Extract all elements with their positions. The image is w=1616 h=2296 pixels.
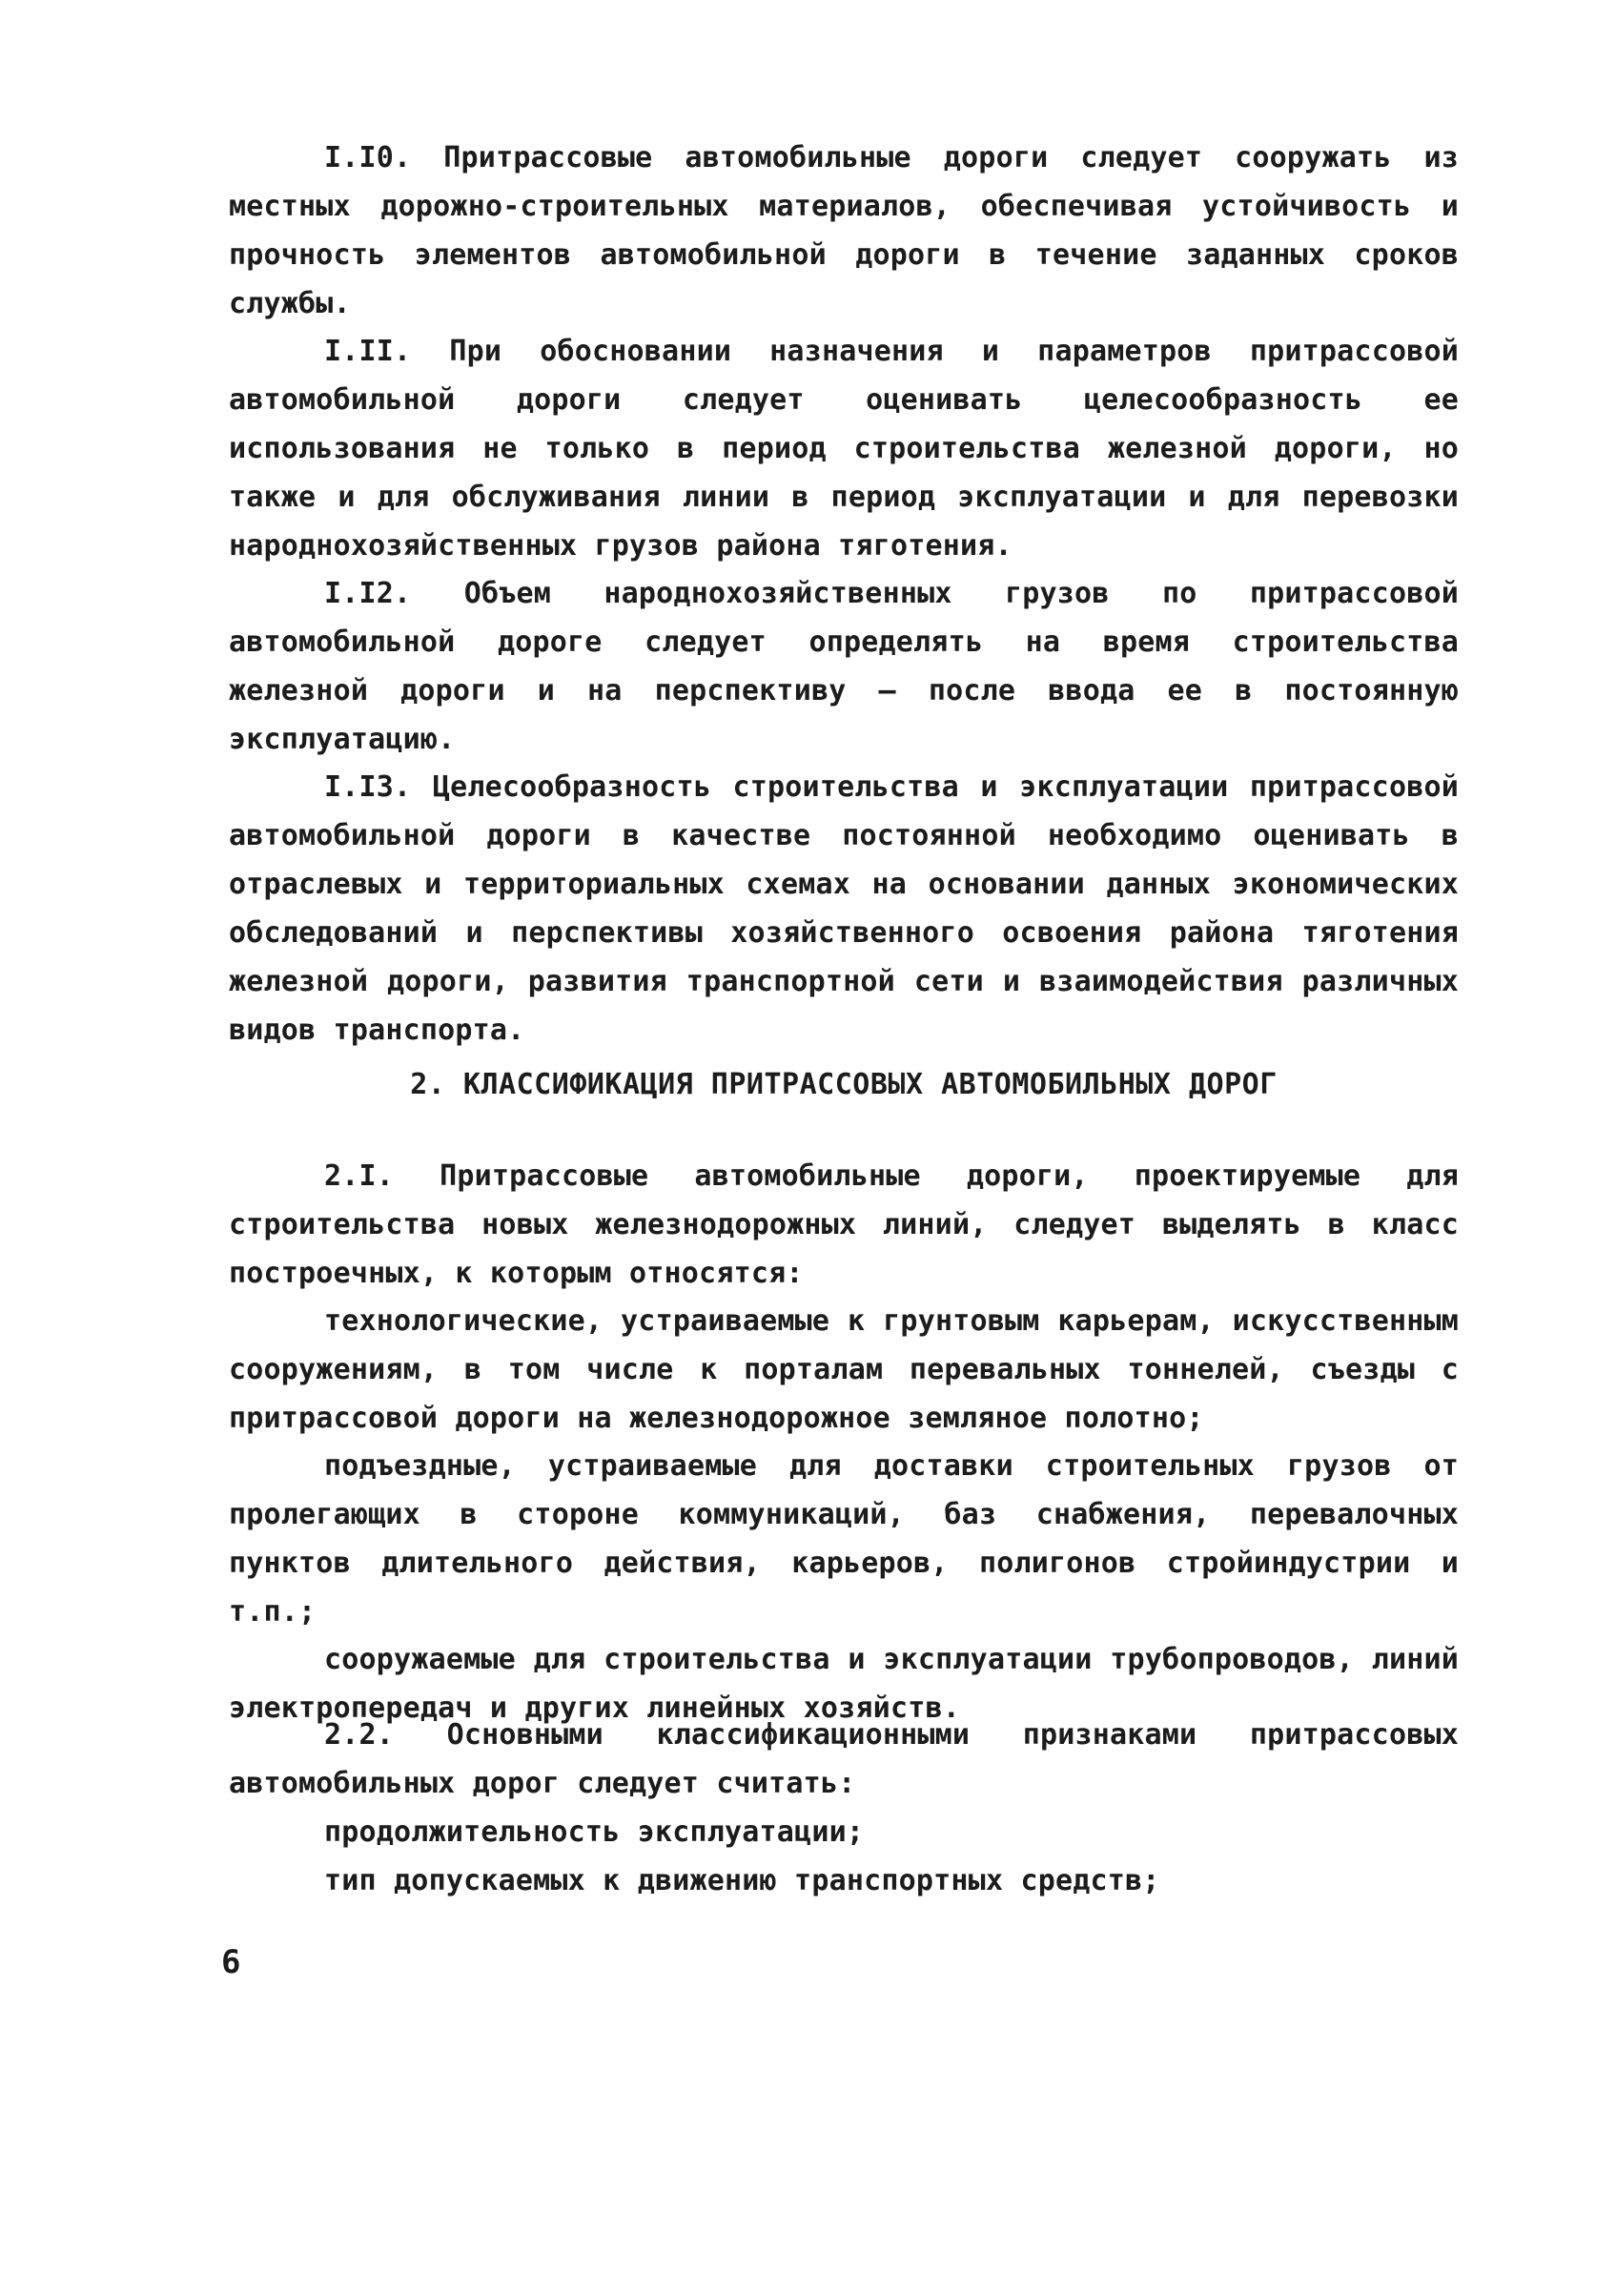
list-item-access: подъездные, устраиваемые для доставки строительных грузов от пролегающих в стороне коммуникаций, баз снабжения, перевалочных пунктов длительного действия, карьеров, полигонов стройиндустрии и т.п.; bbox=[229, 1449, 1459, 1629]
paragraph-1-11: I.II. При обосновании назначения и параметров притрассовой автомобильной дороги следует оценивать целесообразность ее использования не только в период строительства железной дороги, но также и для обслуживания линии в период эксплуатации и для перевозки народнохозяйственных грузов района тяготения. bbox=[229, 335, 1459, 563]
paragraph-1-10: I.I0. Притрассовые автомобильные дороги следует сооружать из местных дорожно-строительных материалов, обеспечивая устойчивость и прочность элементов автомобильной дороги в течение заданных сроков службы. bbox=[229, 141, 1459, 320]
list-item-linear: сооружаемые для строительства и эксплуатации трубопроводов, линий электропередач и других линейных хозяйств. bbox=[229, 1643, 1459, 1725]
paragraph-2-1: 2.I. Притрассовые автомобильные дороги, проектируемые для строительства новых железнодорожных линий, следует выделять в класс построечных, к которым относятся: bbox=[229, 1159, 1459, 1290]
list-item-technological: технологические, устраиваемые к грунтовым карьерам, искусственным сооружениям, в том числе к порталам перевальных тоннелей, съезды с притрассовой дороги на железнодорожное земляное полотно; bbox=[229, 1304, 1459, 1435]
paragraph-1-12: I.I2. Объем народнохозяйственных грузов по притрассовой автомобильной дороге следует определять на время строительства железной дороги и на перспективу – после ввода ее в постоянную эксплуатацию. bbox=[229, 577, 1459, 756]
paragraph-1-13: I.I3. Целесообразность строительства и эксплуатации притрассовой автомобильной дороги в качестве постоянной необходимо оценивать в отраслевых и территориальных схемах на основании данных экономических обследований и перспективы хозяйственного освоения района тяготения железной дороги, развития транспортной сети и взаимодействия различных видов транспорта. bbox=[229, 770, 1459, 1047]
page-number: 6 bbox=[221, 1943, 241, 1981]
list-item-duration: продолжительность эксплуатации; bbox=[324, 1815, 865, 1849]
paragraph-2-2: 2.2. Основными классификационными признаками притрассовых автомобильных дорог следует считать: bbox=[229, 1718, 1459, 1800]
section-heading: 2. КЛАССИФИКАЦИЯ ПРИТРАССОВЫХ АВТОМОБИЛЬНЫХ ДОРОГ bbox=[410, 1068, 1278, 1101]
list-item-vehicle-type: тип допускаемых к движению транспортных средств; bbox=[324, 1864, 1160, 1897]
